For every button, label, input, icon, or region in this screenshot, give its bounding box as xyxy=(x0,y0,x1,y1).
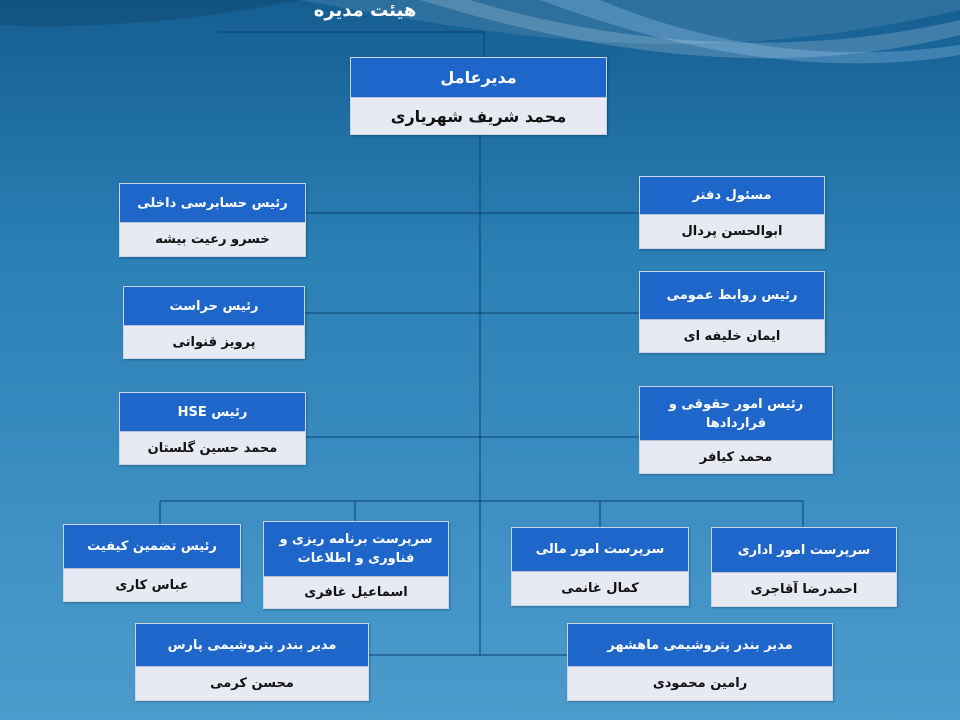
staff-name: خسرو رعیت بیشه xyxy=(120,222,305,256)
staff-box-internal-audit[interactable] xyxy=(119,183,306,257)
staff-box-security[interactable] xyxy=(123,286,305,359)
port-name: رامین محمودی xyxy=(568,666,832,700)
staff-box-office-manager[interactable] xyxy=(639,176,825,249)
staff-role: رئیس حراست xyxy=(124,287,304,325)
department-box-quality-assurance[interactable] xyxy=(63,524,241,602)
staff-role: رئیس حسابرسی داخلی xyxy=(120,184,305,222)
staff-role: مسئول دفتر xyxy=(640,177,824,214)
staff-box-public-relations[interactable] xyxy=(639,271,825,353)
department-role: رئیس تضمین کیفیت xyxy=(64,525,240,568)
department-role: سرپرست امور مالی xyxy=(512,528,688,571)
staff-role: رئیس امور حقوقی و قراردادها xyxy=(640,387,832,440)
ceo-role: مدیرعامل xyxy=(351,58,606,97)
department-box-administration[interactable] xyxy=(711,527,897,607)
department-name: احمدرضا آقاجری xyxy=(712,572,896,606)
department-box-finance[interactable] xyxy=(511,527,689,606)
staff-role: رئیس روابط عمومی xyxy=(640,272,824,319)
staff-box-hse[interactable] xyxy=(119,392,306,465)
department-name: اسماعیل غافری xyxy=(264,576,448,608)
board-of-directors-title: هیئت مدیره xyxy=(313,0,417,21)
staff-name: ایمان خلیفه ای xyxy=(640,319,824,352)
department-role: سرپرست برنامه ریزی و فناوری و اطلاعات xyxy=(264,522,448,576)
port-name: محسن کرمی xyxy=(136,666,368,700)
staff-name: محمد حسین گلستان xyxy=(120,431,305,464)
department-name: عباس کاری xyxy=(64,568,240,601)
port-box-pars[interactable] xyxy=(135,623,369,701)
ceo-box[interactable] xyxy=(350,57,607,135)
department-box-planning-it[interactable] xyxy=(263,521,449,609)
staff-name: محمد کیافر xyxy=(640,440,832,473)
staff-name: ابوالحسن پردال xyxy=(640,214,824,248)
staff-box-legal-affairs[interactable] xyxy=(639,386,833,474)
port-box-mahshahr[interactable] xyxy=(567,623,833,701)
department-name: کمال غانمی xyxy=(512,571,688,605)
department-role: سرپرست امور اداری xyxy=(712,528,896,572)
staff-name: پرویز قنواتی xyxy=(124,325,304,358)
staff-role: رئیس HSE xyxy=(120,393,305,431)
port-role: مدیر بندر پتروشیمی پارس xyxy=(136,624,368,666)
ceo-name: محمد شریف شهریاری xyxy=(351,97,606,134)
port-role: مدیر بندر پتروشیمی ماهشهر xyxy=(568,624,832,666)
